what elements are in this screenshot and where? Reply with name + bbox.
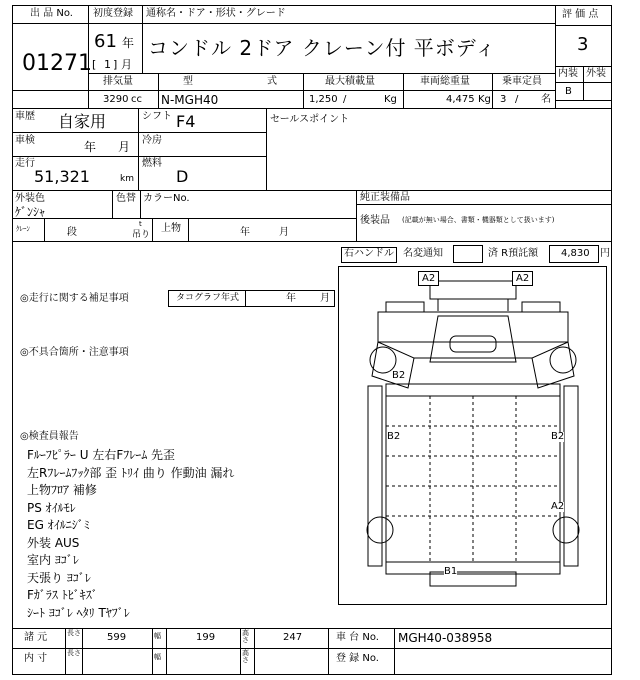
inspector-line: 上物ﾌﾛｱ 補修 bbox=[27, 483, 97, 497]
tacho-label: タコグラフ年式 bbox=[176, 293, 240, 303]
aftermarket-label: 後装品 bbox=[360, 215, 390, 226]
truck-damage-diagram bbox=[338, 266, 608, 606]
crane-label: ｸﾚｰﾝ bbox=[16, 225, 30, 233]
height-value: 247 bbox=[283, 632, 303, 643]
first-reg-label: 初度登録 bbox=[93, 8, 133, 19]
capacity-unit: 名 bbox=[541, 94, 551, 105]
top-year-unit: 年 bbox=[240, 227, 250, 238]
ac-label: 冷房 bbox=[142, 135, 162, 146]
gross-weight-value: 4,475 bbox=[446, 94, 475, 105]
name-change-box bbox=[453, 245, 483, 263]
fuel-value: D bbox=[176, 167, 189, 186]
reg-year: 61 bbox=[94, 31, 117, 52]
capacity-sep: / bbox=[515, 94, 519, 105]
inspection-year-unit: 年 bbox=[84, 140, 97, 154]
exterior-label: 外装 bbox=[586, 68, 606, 79]
ext-color-label: 外装色 bbox=[15, 193, 45, 204]
crane-hoist-unit: 吊り bbox=[132, 230, 151, 240]
inspector-line: Fｶﾞﾗｽ ﾄﾋﾞｷｽﾞ bbox=[27, 588, 98, 602]
length-value: 599 bbox=[107, 632, 127, 643]
fuel-label: 燃料 bbox=[142, 158, 162, 169]
width-label: 幅 bbox=[154, 632, 161, 640]
genuine-label: 純正装備品 bbox=[360, 192, 410, 203]
inspector-label: ◎検査員報告 bbox=[20, 431, 79, 442]
inspector-line: Fﾙｰﾌﾋﾟﾗｰ U 左右Fﾌﾚｰﾑ 先歪 bbox=[27, 448, 176, 462]
aftermarket-note: (記載が無い場合、書類・機器類として扱います) bbox=[402, 216, 555, 224]
color-change-label: 色替 bbox=[116, 193, 136, 204]
model-value: N-MGH40 bbox=[161, 93, 219, 107]
shift-value: F4 bbox=[176, 112, 196, 131]
inspector-line: EG ｵｲﾙﾆｼﾞﾐ bbox=[27, 518, 90, 532]
inspection-month-unit: 月 bbox=[118, 140, 131, 154]
gross-weight-unit: Kg bbox=[478, 94, 491, 105]
damage-mark-b2-left-upper: B2 bbox=[392, 370, 406, 381]
recycle-label: 済 R預託額 bbox=[488, 248, 539, 259]
crane-stage-unit: 段 bbox=[67, 227, 77, 238]
tacho-month-unit: 月 bbox=[320, 293, 330, 304]
inspector-line: 天張り ﾖｺﾞﾚ bbox=[27, 570, 91, 585]
inspector-line: 左Rﾌﾚｰﾑﾌｯｸ部 歪 ﾄﾘｲ 曲り 作動油 漏れ bbox=[27, 465, 235, 480]
spec-label: 諸 元 bbox=[24, 632, 48, 643]
history-value: 自家用 bbox=[58, 112, 107, 131]
damage-mark-a2-front-left: A2 bbox=[418, 271, 439, 286]
mileage-label: 走行 bbox=[15, 158, 35, 169]
score-label: 評 価 点 bbox=[562, 9, 599, 20]
damage-mark-b1-rear: B1 bbox=[444, 566, 458, 577]
color-no-label: カラーNo. bbox=[143, 193, 190, 204]
damage-mark-a2-front-right: A2 bbox=[512, 271, 533, 286]
inner-width-label: 幅 bbox=[154, 653, 161, 661]
max-load-unit: Kg bbox=[384, 94, 397, 105]
bracket-close: ] bbox=[113, 58, 118, 71]
recycle-amount: 4,830 bbox=[561, 248, 590, 259]
reg-year-unit: 年 bbox=[122, 36, 135, 50]
chassis-label: 車 台 No. bbox=[336, 632, 379, 643]
recycle-unit: 円 bbox=[600, 248, 610, 259]
reg-no-label: 登 録 No. bbox=[336, 653, 379, 664]
gross-weight-label: 車両総重量 bbox=[420, 76, 470, 87]
score-value: 3 bbox=[577, 34, 589, 55]
displacement-value: 3290 bbox=[103, 94, 129, 105]
damage-mark-b2-right-mid: B2 bbox=[551, 431, 565, 442]
mileage-value: 51,321 bbox=[34, 167, 90, 186]
displacement-label: 排気量 bbox=[103, 76, 133, 87]
max-load-sep: / bbox=[343, 94, 347, 105]
ext-color-value: ｹﾞﾝｼｬ bbox=[15, 205, 46, 219]
lot-number: 01271 bbox=[22, 51, 92, 76]
capacity-value: 3 bbox=[500, 94, 507, 105]
max-load-label: 最大積載量 bbox=[325, 76, 375, 87]
inspector-line: 室内 ﾖｺﾞﾚ bbox=[27, 553, 79, 567]
model-label-1: 型 bbox=[183, 76, 193, 87]
tacho-year-unit: 年 bbox=[286, 293, 296, 304]
inner-dim-label: 内 寸 bbox=[24, 653, 48, 664]
history-label: 車歴 bbox=[15, 111, 35, 122]
name-label: 通称名・ドア・形状・グレード bbox=[146, 8, 286, 19]
reg-month-unit: 月 bbox=[121, 58, 132, 71]
width-value: 199 bbox=[196, 632, 216, 643]
inspector-line: PS ｵｲﾙﾓﾚ bbox=[27, 500, 76, 515]
capacity-label: 乗車定員 bbox=[502, 76, 542, 87]
shift-label: シフト bbox=[142, 111, 172, 122]
chassis-value: MGH40-038958 bbox=[398, 631, 493, 645]
damage-mark-a2-right-rear: A2 bbox=[551, 501, 565, 512]
lot-label: 出 品 No. bbox=[30, 8, 73, 19]
sales-point-label: セールスポイント bbox=[270, 114, 350, 125]
height-label: 高さ bbox=[242, 629, 249, 644]
inner-length-label: 長さ bbox=[67, 649, 81, 657]
interior-label: 内装 bbox=[558, 68, 578, 79]
mileage-unit: km bbox=[120, 174, 134, 184]
inspection-label: 車検 bbox=[15, 135, 35, 146]
top-month-unit: 月 bbox=[279, 227, 289, 238]
rhd-label: 右ハンドル bbox=[344, 248, 394, 259]
vehicle-name: コンドル 2ドア クレーン付 平ボディ bbox=[148, 36, 497, 60]
crane-ton-unit: t bbox=[139, 220, 142, 228]
reg-month: 1 bbox=[104, 58, 111, 71]
top-label: 上物 bbox=[161, 223, 181, 234]
interior-grade: B bbox=[565, 86, 572, 97]
bracket-open: [ bbox=[92, 58, 97, 71]
max-load-value: 1,250 bbox=[309, 94, 338, 105]
inspector-line: ｼｰﾄ ﾖｺﾞﾚ ﾍﾀﾘ Tﾔﾌﾞﾚ bbox=[27, 605, 130, 620]
displacement-unit: cc bbox=[131, 94, 142, 105]
name-change-label: 名変通知 bbox=[403, 248, 443, 259]
driving-remarks-label: ◎走行に関する補足事項 bbox=[20, 293, 129, 304]
inspector-line: 外装 AUS bbox=[27, 535, 80, 550]
model-label-2: 式 bbox=[267, 76, 277, 87]
damage-mark-b2-left-mid: B2 bbox=[387, 431, 401, 442]
length-label: 長さ bbox=[67, 629, 81, 637]
inner-height-label: 高さ bbox=[242, 649, 249, 664]
inspector-notes bbox=[27, 446, 337, 621]
defects-label: ◎不具合箇所・注意事項 bbox=[20, 347, 129, 358]
